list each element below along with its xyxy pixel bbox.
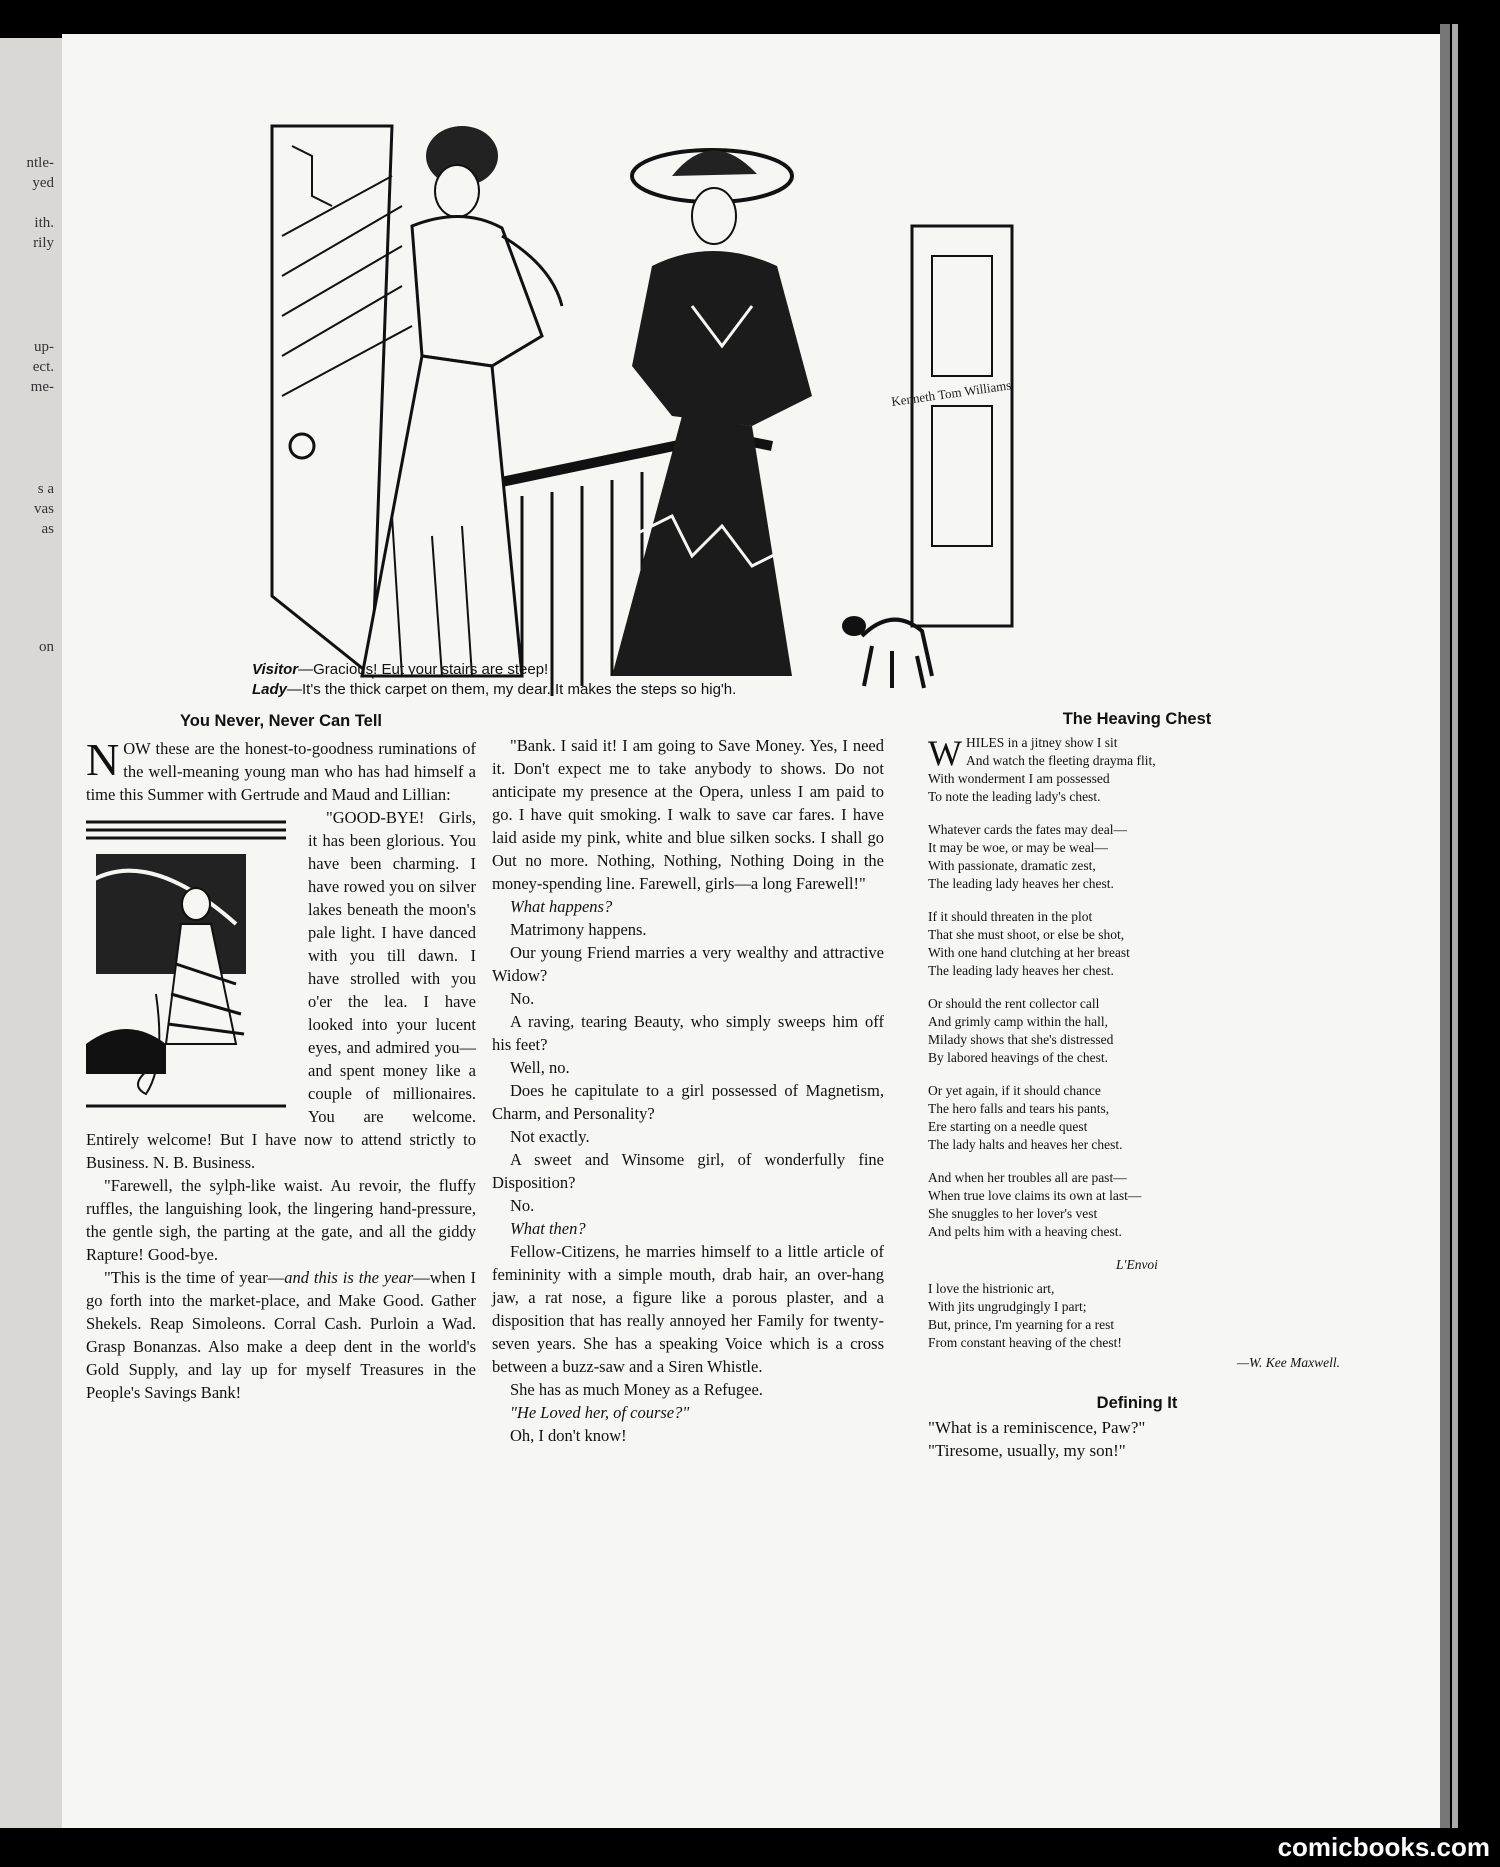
poem-line: The leading lady heaves her chest.: [928, 876, 1114, 891]
caption-text: —Gracious! Eut your stairs are steep!: [298, 661, 549, 678]
poem-line: The lady halts and heaves her chest.: [928, 1137, 1123, 1152]
article-paragraph: Well, no.: [510, 1058, 570, 1077]
article-paragraph: "He Loved her, of course?": [510, 1403, 690, 1422]
caption-text: —It's the thick carpet on them, my dear. It makes the steps so hig'h.: [287, 681, 737, 698]
poem-line: The hero falls and tears his pants,: [928, 1101, 1110, 1116]
margin-fragment: me-: [30, 379, 54, 395]
cartoon-caption: [252, 660, 1112, 700]
poem-line: Ere starting on a needle quest: [928, 1119, 1088, 1134]
facing-page-margin: [0, 38, 62, 1828]
caption-speaker: Lady: [252, 681, 288, 698]
poem-line: And grimly camp within the hall,: [928, 1014, 1108, 1029]
margin-fragment: yed: [32, 175, 54, 191]
poem-stanza: [928, 908, 1346, 980]
article-paragraph: Our young Friend marries a very wealthy and attractive Widow?: [492, 943, 884, 985]
article-paragraph: Not exactly.: [510, 1127, 590, 1146]
margin-fragment: vas: [34, 501, 54, 517]
article-paragraph: "Farewell, the sylph-like waist. Au revoir, the fluffy ruffles, the languishing look, the lingering hand-pressure, the gentle sigh, the parting at the gate, and all the giddy Rapture! Good-bye.: [86, 1176, 476, 1264]
poem-stanza: [928, 734, 1346, 806]
poem-line: But, prince, I'm yearning for a rest: [928, 1317, 1115, 1332]
poem-line: When true love claims its own at last—: [928, 1188, 1142, 1203]
caption-line: [252, 680, 1112, 700]
poem-line: With wonderment I am possessed: [928, 771, 1110, 786]
poem-line: The leading lady heaves her chest.: [928, 963, 1114, 978]
poem-line: With one hand clutching at her breast: [928, 945, 1130, 960]
poem-line: It may be woe, or may be weal—: [928, 840, 1108, 855]
drop-cap: W: [928, 733, 962, 773]
magazine-page: [62, 34, 1440, 1828]
poem-author: —W. Kee Maxwell.: [1237, 1355, 1340, 1370]
column-3: [928, 710, 1346, 1462]
margin-fragment: s a: [37, 481, 54, 497]
poem-line: If it should threaten in the plot: [928, 909, 1093, 924]
poem-line: With passionate, dramatic zest,: [928, 858, 1096, 873]
column-2: [492, 734, 884, 1447]
margin-fragment: on: [39, 639, 54, 655]
poem-line: Whatever cards the fates may deal—: [928, 822, 1128, 837]
poem-line: And watch the fleeting drayma flit,: [965, 753, 1156, 768]
column-1: [86, 710, 476, 1404]
artist-signature: Kenneth Tom Williams: [890, 377, 1013, 409]
page-edge-shadow: [1452, 24, 1458, 1828]
article-paragraph: Matrimony happens.: [510, 920, 647, 939]
page-edge-shadow: [1440, 24, 1450, 1828]
article-paragraph: No.: [510, 1196, 535, 1215]
poem-line: Or should the rent collector call: [928, 996, 1100, 1011]
article-paragraph: NOW these are the honest-to-goodness ruminations of the well-meaning young man who has had himself a time this Summer with Gertrude and Maud and Lillian:: [86, 734, 476, 804]
poem-stanza: [928, 1082, 1346, 1154]
poem-line: She snuggles to her lover's vest: [928, 1206, 1098, 1221]
poem-line: WHILES in a jitney show I sit: [928, 733, 1118, 773]
margin-fragment: up-: [34, 339, 54, 355]
caption-speaker: Visitor: [252, 661, 299, 678]
inset-illustration: [86, 814, 298, 1114]
margin-fragment: ect.: [32, 359, 54, 375]
defining-body: [928, 1416, 1346, 1462]
poem-line: And when her troubles all are past—: [928, 1170, 1127, 1185]
margin-fragment: ntle-: [26, 155, 54, 171]
drop-cap: N: [86, 734, 120, 785]
article-paragraph: "Bank. I said it! I am going to Save Money. Yes, I need it. Don't expect me to take anybody to shows. Do not anticipate my presence at the Opera, unless I am paid to go. I have quit smoking. I walk to save car fares. I have laid aside my pink, white and blue silken socks. I shall go Out no more. Nothing, Nothing, Nothing Doing in the money-spending line. Farewell, girls—a long Farewell!": [492, 736, 884, 893]
poem-line: With jits ungrudgingly I part;: [928, 1299, 1087, 1314]
envoi-stanza: [928, 1280, 1346, 1352]
poem-stanza: [928, 995, 1346, 1067]
article-paragraph: "GOOD-BYE! Girls, it has been glorious. You have been charming. I have rowed you on silver lakes beneath the moon's pale light. I have danced with you till dawn. I have strolled with you o'er the lea. I have looked into your lucent eyes, and admired you—and spent money like a couple of millionaires. You are welcome. Entirely welcome! But I have now to attend strictly to Business. N. B. Business.: [86, 808, 476, 1172]
article-paragraph: A raving, tearing Beauty, who simply sweeps him off his feet?: [492, 1012, 884, 1054]
poem-line: I love the histrionic art,: [928, 1281, 1055, 1296]
article-paragraph: "This is the time of year—and this is the year—when I go forth into the market-place, and Make Good. Gather Shekels. Reap Simoleons. Corral Cash. Purloin a Wad. Grasp Bonanzas. Also make a deep dent in the world's Gold Supply, and lay up for myself Treasures in the People's Savings Bank!: [86, 1268, 476, 1402]
defining-title: Defining It: [1096, 1394, 1178, 1412]
article-paragraph: A sweet and Winsome girl, of wonderfully fine Disposition?: [492, 1150, 884, 1192]
margin-fragment: as: [41, 521, 54, 537]
watermark: comicbooks.com: [1277, 1832, 1490, 1862]
poem-line: Or yet again, if it should chance: [928, 1083, 1101, 1098]
poem-line: From constant heaving of the chest!: [928, 1335, 1122, 1350]
poem-line: That she must shoot, or else be shot,: [928, 927, 1125, 942]
poem-line: To note the leading lady's chest.: [928, 789, 1101, 804]
poem-title: The Heaving Chest: [1062, 710, 1212, 728]
margin-fragment: rily: [33, 235, 54, 251]
article-paragraph: What happens?: [510, 897, 613, 916]
article-title: You Never, Never Can Tell: [179, 712, 383, 730]
poem-stanza: [928, 1169, 1346, 1241]
caption-line: [252, 660, 1112, 680]
envoi-title: L'Envoi: [1116, 1257, 1158, 1272]
article-paragraph: What then?: [510, 1219, 586, 1238]
defining-line: "What is a reminiscence, Paw?": [928, 1418, 1146, 1437]
margin-fragment: ith.: [34, 215, 54, 231]
poem-line: Milady shows that she's distressed: [928, 1032, 1114, 1047]
poem-line: And pelts him with a heaving chest.: [928, 1224, 1122, 1239]
article-paragraph: No.: [510, 989, 535, 1008]
poem-line: By labored heavings of the chest.: [928, 1050, 1108, 1065]
article-paragraph: She has as much Money as a Refugee.: [510, 1380, 763, 1399]
poem-stanza: [928, 821, 1346, 893]
article-paragraph: Oh, I don't know!: [510, 1426, 627, 1445]
article-paragraph: Fellow-Citizens, he marries himself to a little article of femininity with a simple mouth, drab hair, an over-hang jaw, a rat nose, a figure like a porous plaster, and a disposition that has really annoyed her Family for twenty-seven years. She has a speaking Voice which is a cross between a buzz-saw and a Siren Whistle.: [492, 1242, 884, 1376]
defining-line: "Tiresome, usually, my son!": [928, 1441, 1126, 1460]
article-paragraph: Does he capitulate to a girl possessed of Magnetism, Charm, and Personality?: [492, 1081, 884, 1123]
